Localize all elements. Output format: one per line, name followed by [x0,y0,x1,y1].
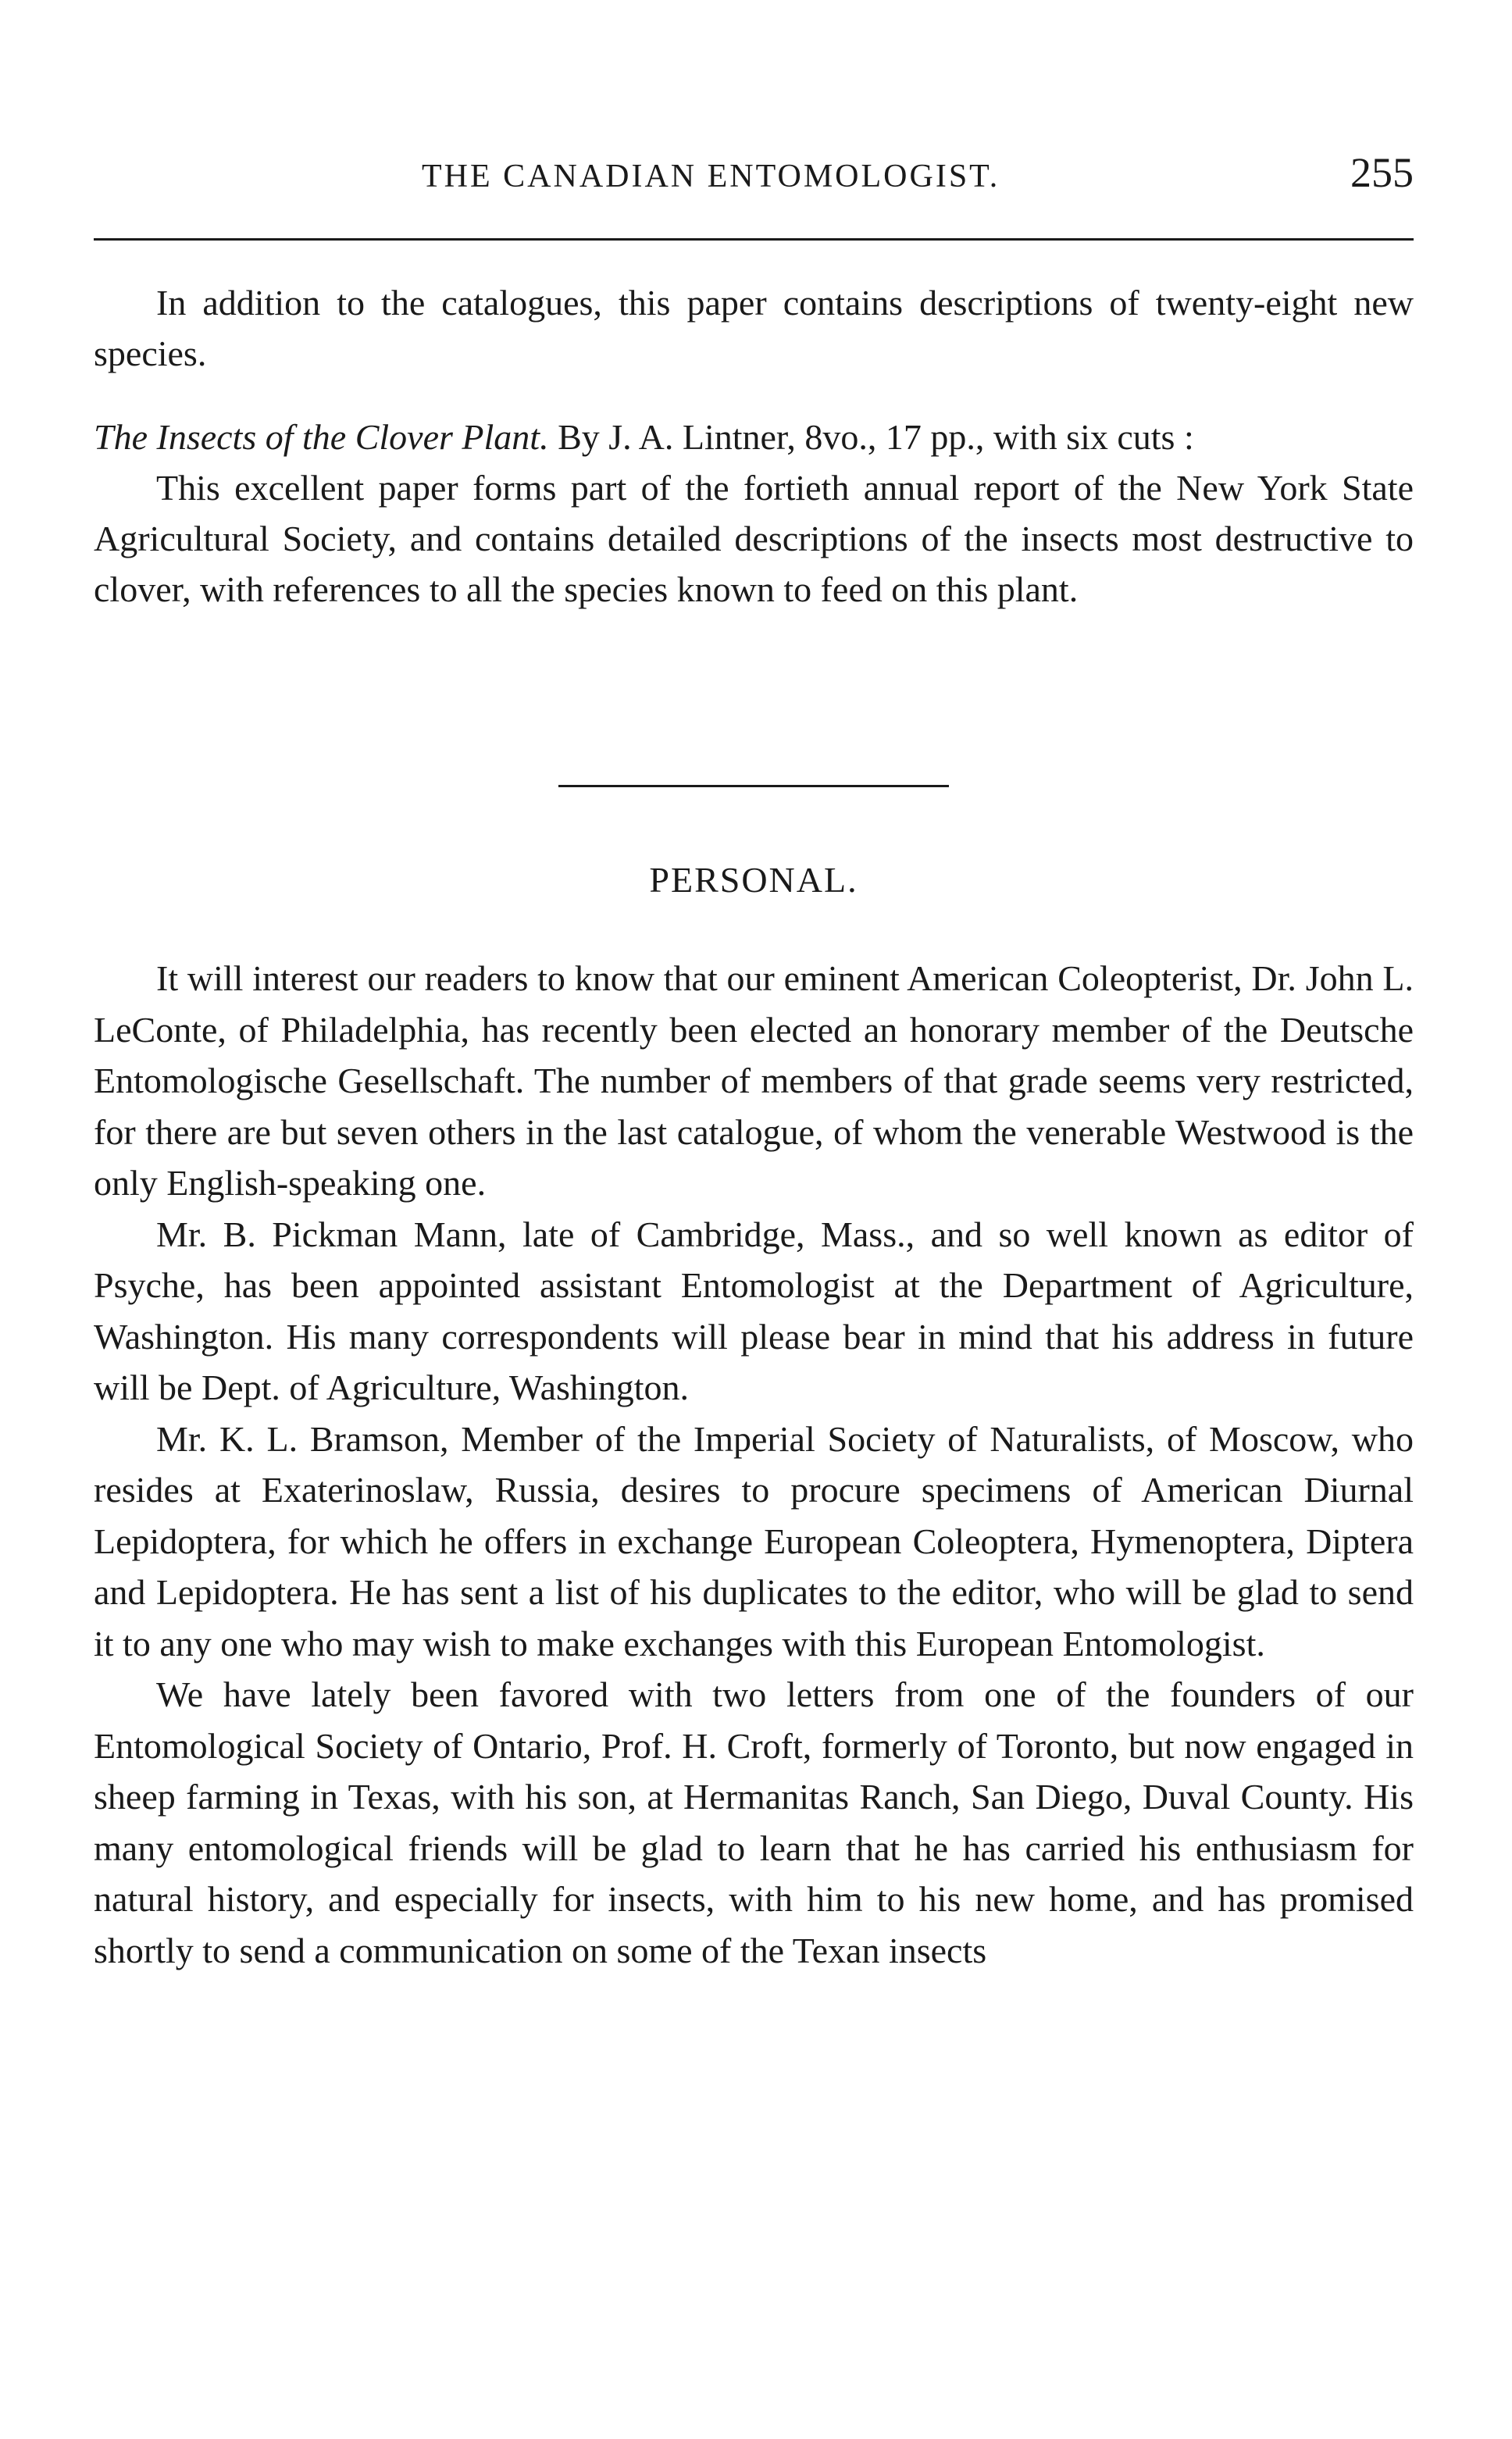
clover-citation [94,412,1414,462]
review-section [94,277,1414,615]
catalogue-note: In addition to the catalogues, this paper contains descriptions of twenty-eight new species. [94,283,1414,373]
personal-paragraph: Mr. B. Pickman Mann, late of Cambridge, Mass., and so well known as editor of Psyche, has been appointed assistant Entomologist at the Department of Agriculture, Washington. His many correspondents will please bear in mind that his address in future will be Dept. of Agriculture, Washington. [94,1214,1414,1407]
personal-paragraph: We have lately been favored with two letters from one of the founders of our Entomological Society of Ontario, Prof. H. Croft, formerly of Toronto, but now engaged in sheep farming in Texas, with his son, at Hermanitas Ranch, San Diego, Duval County. His many entomological friends will be glad to learn that he has carried his enthusiasm for natural history, and especially for insects, with him to his new home, and has promised shortly to send a communication on some of the Texan insects [94,1674,1414,1970]
personal-paragraph: Mr. K. L. Bramson, Member of the Imperial Society of Naturalists, of Moscow, who resides at Exaterinoslaw, Russia, desires to procure specimens of American Diurnal Lepidoptera, for which he offers in exchange European Coleoptera, Hymenoptera, Diptera and Lepidoptera. He has sent a list of his duplicates to the editor, who will be glad to send it to any one who may wish to make exchanges with this European Entomologist. [94,1418,1414,1663]
running-title: THE CANADIAN ENTOMOLOGIST. [422,159,1000,194]
section-heading-personal: PERSONAL. [649,860,858,900]
section-divider [558,785,949,787]
running-head [94,148,1414,203]
personal-paragraph: It will interest our readers to know that our eminent American Coleopterist, Dr. John L. LeConte, of Philadelphia, has recently been elected an honorary member of the Deutsche Entomologische Gesellschaft. The number of members of that grade seems very restricted, for there are but seven others in the last catalogue, of whom the venerable Westwood is the only English-speaking one. [94,958,1414,1203]
clover-citation-details: By J. A. Lintner, 8vo., 17 pp., with six cuts : [548,417,1194,457]
clover-body: This excellent paper forms part of the fortieth annual report of the New York State Agricultural Society, and contains detailed descriptions of the insects most destructive to clover, with references to all the species known to feed on this plant. [94,468,1414,609]
clover-title: The Insects of the Clover Plant. [94,417,549,457]
personal-section [94,953,1414,1976]
header-rule [94,238,1414,241]
page-number: 255 [1350,149,1414,196]
